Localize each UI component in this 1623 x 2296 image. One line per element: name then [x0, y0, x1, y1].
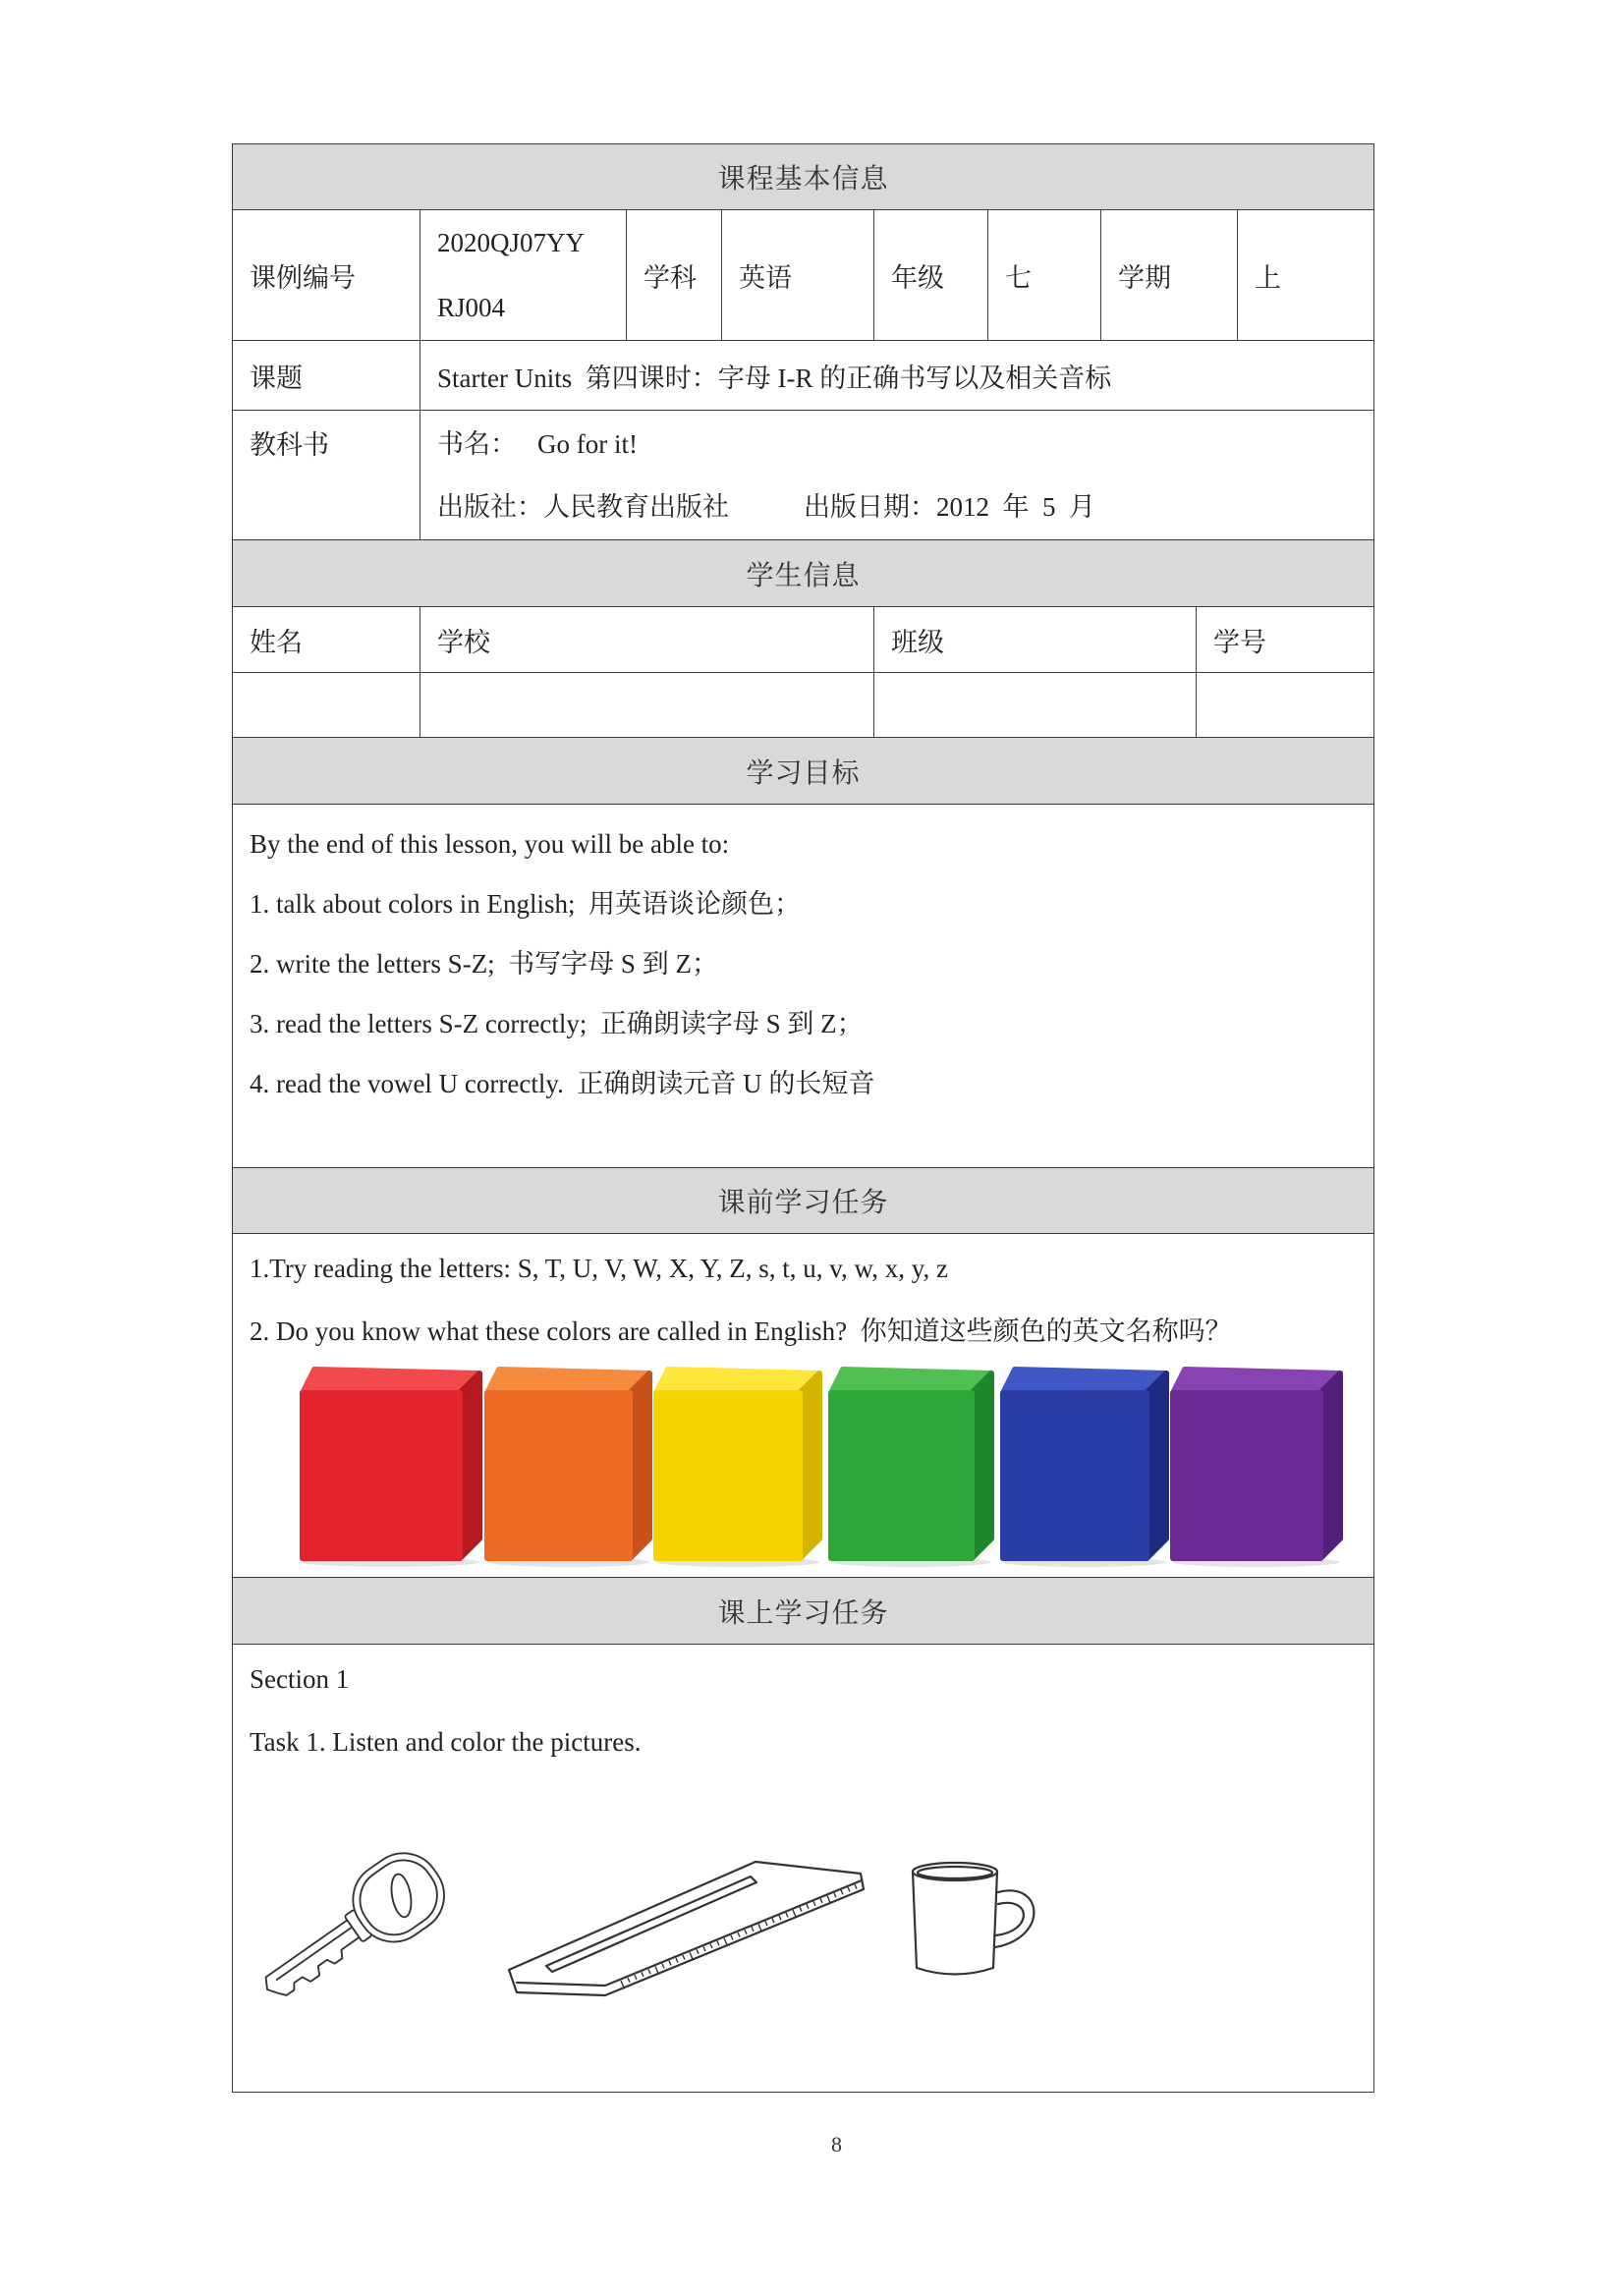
- student-values-row: [233, 673, 1374, 738]
- school-label: 学校: [420, 607, 874, 673]
- page-number: 8: [831, 2132, 842, 2156]
- cube-top: [1173, 1370, 1340, 1393]
- book-name-label: 书名：: [437, 428, 517, 459]
- cube-front: [1003, 1393, 1147, 1558]
- objective-item: 4. read the vowel U correctly. 正确朗读元音 U 的长短音: [250, 1069, 875, 1098]
- ruler-icon: [509, 1862, 864, 1995]
- objective-item: 1. talk about colors in English; 用英语谈论颜色；: [250, 889, 801, 919]
- pre-class-task-1: 1.Try reading the letters: S, T, U, V, W, X, Y, Z, s, t, u, v, w, x, y, z: [250, 1254, 949, 1283]
- cube-top: [656, 1370, 819, 1393]
- cube-front: [831, 1393, 972, 1558]
- coloring-pictures: [255, 1837, 1051, 2009]
- task-instruction: Task 1. Listen and color the pictures.: [250, 1727, 642, 1757]
- term-value: 上: [1238, 210, 1374, 341]
- objective-item: 3. read the letters S-Z correctly; 正确朗读字母 S 到 Z；: [250, 1009, 864, 1038]
- textbook-row: [233, 411, 1374, 540]
- objectives-intro: By the end of this lesson, you will be able to:: [250, 829, 730, 859]
- topic-value: Starter Units 第四课时：字母 I-R 的正确书写以及相关音标: [420, 341, 1374, 411]
- case-no-line1: 2020QJ07YY: [437, 228, 586, 257]
- cube-front: [1173, 1393, 1320, 1558]
- publisher-line: [437, 476, 1373, 538]
- case-no-line2: RJ004: [437, 293, 506, 322]
- grade-value: 七: [988, 210, 1101, 341]
- student-labels-row: [233, 607, 1374, 673]
- objectives-header: 学习目标: [233, 738, 1374, 805]
- pre-class-header-row: [233, 1168, 1374, 1234]
- course-info-header: 课程基本信息: [233, 144, 1374, 210]
- term-label: 学期: [1101, 210, 1238, 341]
- color-cubes-image: [295, 1364, 1351, 1570]
- in-class-header: 课上学习任务: [233, 1578, 1374, 1645]
- student-id-label: 学号: [1197, 607, 1374, 673]
- grade-label: 年级: [874, 210, 988, 341]
- mug-icon: [913, 1863, 1034, 1975]
- color-cube: [487, 1370, 649, 1567]
- class-label: 班级: [874, 607, 1197, 673]
- lesson-plan-table: [232, 143, 1374, 2093]
- pre-class-header: 课前学习任务: [233, 1168, 1374, 1234]
- case-no-value: [420, 210, 627, 341]
- cube-front: [303, 1393, 460, 1558]
- objectives-header-row: [233, 738, 1374, 805]
- key-icon: [255, 1839, 459, 2009]
- objective-item: 2. write the letters S-Z; 书写字母 S 到 Z；: [250, 949, 718, 979]
- school-field: [420, 673, 874, 738]
- course-meta-row: [233, 210, 1374, 341]
- cube-front: [487, 1393, 630, 1558]
- cube-top: [831, 1370, 991, 1393]
- objectives-body: [233, 805, 1374, 1168]
- student-info-header-row: [233, 540, 1374, 607]
- book-name-line: [437, 413, 1373, 476]
- subject-value: 英语: [722, 210, 874, 341]
- student-name-label: 姓名: [233, 607, 420, 673]
- cube-top: [487, 1370, 649, 1393]
- student-id-field: [1197, 673, 1374, 738]
- topic-row: [233, 341, 1374, 411]
- textbook-label: 教科书: [233, 411, 420, 540]
- cube-top: [303, 1370, 479, 1393]
- objectives-row: [233, 805, 1374, 1168]
- book-name: Go for it!: [537, 428, 638, 459]
- course-info-header-row: [233, 144, 1374, 210]
- cube-top: [1003, 1370, 1166, 1393]
- color-cube: [303, 1370, 479, 1567]
- publisher: 出版社：人民教育出版社: [437, 491, 729, 522]
- subject-label: 学科: [627, 210, 722, 341]
- pre-class-task-2: 2. Do you know what these colors are called in English? 你知道这些颜色的英文名称吗？: [250, 1316, 1232, 1346]
- publish-date: 出版日期：2012 年 5 月: [804, 491, 1095, 522]
- student-name-field: [233, 673, 420, 738]
- class-field: [874, 673, 1197, 738]
- textbook-value: [420, 411, 1374, 540]
- cube-front: [656, 1393, 800, 1558]
- color-cube: [656, 1370, 819, 1567]
- color-cube: [1003, 1370, 1166, 1567]
- in-class-header-row: [233, 1578, 1374, 1645]
- color-cube: [1173, 1370, 1340, 1567]
- color-cube: [831, 1370, 991, 1567]
- section-title: Section 1: [250, 1664, 350, 1694]
- topic-label: 课题: [233, 341, 420, 411]
- case-no-label: 课例编号: [233, 210, 420, 341]
- student-info-header: 学生信息: [233, 540, 1374, 607]
